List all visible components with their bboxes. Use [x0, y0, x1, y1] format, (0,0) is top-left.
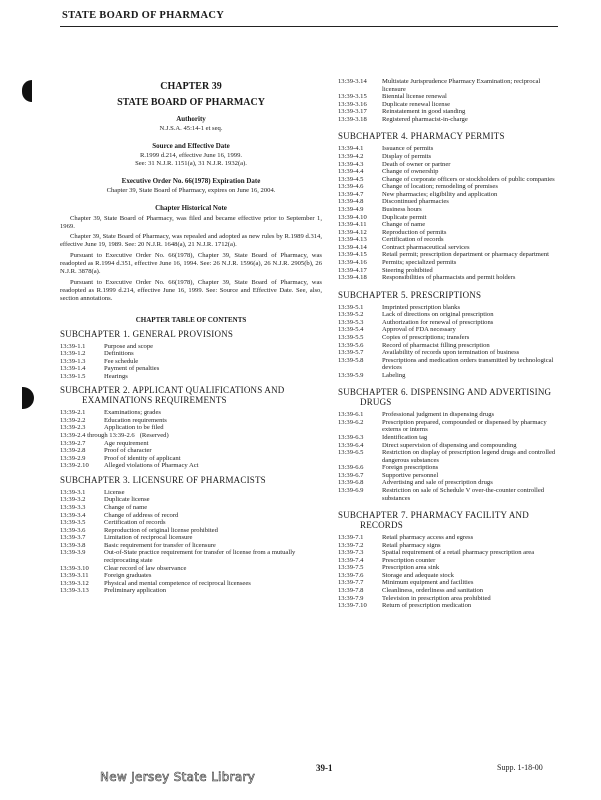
section-title: Out-of-State practice requirement for transfer of license from a mutually reciprocating state	[104, 549, 296, 564]
toc-entry	[60, 534, 322, 542]
history-paragraph: Chapter 39, State Board of Pharmacy, was repealed and adopted as new rules by R.1989 d.314, effective June 19, 1989. See: 20 N.J.R. 1648(a), 21 N.J.R. 1712(a).	[60, 233, 322, 249]
section-title: Copies of prescriptions; transfers	[382, 333, 470, 341]
section-number: 13:39-3.8	[60, 541, 86, 549]
section-title: Foreign prescriptions	[382, 464, 439, 472]
section-title: Supportive personnel	[382, 471, 439, 479]
toc-entry	[60, 365, 322, 373]
toc-entry	[338, 198, 560, 206]
section-number: 13:39-3.1	[60, 488, 86, 496]
toc-entry	[338, 153, 560, 161]
toc-entry	[338, 349, 560, 357]
section-title: Examinations; grades	[104, 409, 161, 417]
section-number: 13:39-4.15	[338, 251, 367, 259]
section-title: Application to be filed	[104, 424, 164, 432]
toc-entry	[60, 565, 322, 573]
toc-entry	[60, 496, 322, 504]
toc-entry	[338, 221, 560, 229]
section-title: Reproduction of permits	[382, 228, 447, 236]
toc-entry	[338, 334, 560, 342]
toc-entry	[338, 602, 560, 610]
toc-entry	[60, 572, 322, 580]
section-number: 13:39-3.10	[60, 564, 89, 572]
toc-entry	[338, 319, 560, 327]
section-title: Return of prescription medication	[382, 602, 472, 610]
section-number: 13:39-3.18	[338, 115, 367, 123]
section-title: Change of location; remodeling of premises	[382, 183, 498, 191]
toc-entry	[338, 267, 560, 275]
toc-entry	[338, 534, 560, 542]
section-title: Availability of records upon termination of business	[382, 349, 520, 357]
subchapter-7-list	[338, 534, 560, 610]
section-title: Retail pharmacy access and egress	[382, 533, 474, 541]
section-number: 13:39-2.3	[60, 424, 86, 432]
section-title: Clear record of law observance	[104, 564, 187, 572]
section-title: Identification tag	[382, 433, 428, 441]
section-title: Biennial license renewal	[382, 93, 447, 101]
section-title: (Reserved)	[139, 431, 169, 439]
section-title: Lack of directions on original prescription	[382, 311, 494, 319]
section-number: 13:39-5.5	[338, 333, 364, 341]
section-number: 13:39-4.12	[338, 228, 367, 236]
section-number: 13:39-3.6	[60, 526, 86, 534]
section-number: 13:39-2.9	[60, 454, 86, 462]
section-title: Authorization for renewal of prescriptions	[382, 318, 494, 326]
toc-entry	[338, 564, 560, 572]
library-stamp: New Jersey State Library	[100, 770, 256, 784]
section-title: Steering prohibited	[382, 266, 433, 274]
section-number: 13:39-3.3	[60, 503, 86, 511]
section-number: 13:39-4.18	[338, 274, 367, 282]
section-number: 13:39-5.6	[338, 341, 364, 349]
section-title: Retail permit; prescription department or pharmacy department	[382, 251, 549, 259]
toc-entry	[60, 489, 322, 497]
section-title: Restriction on display of prescription legend drugs and controlled dangerous substances	[382, 449, 556, 464]
section-title: Prescription area sink	[382, 564, 440, 572]
toc-entry	[60, 504, 322, 512]
punch-hole-middle	[22, 387, 34, 409]
authority-text: N.J.S.A. 45:14-1 et seq.	[159, 125, 223, 132]
section-title: Multistate Jurisprudence Pharmacy Examination; reciprocal licensure	[382, 78, 541, 93]
subchapter-3-list	[60, 489, 322, 595]
toc-entry	[338, 191, 560, 199]
section-title: Labeling	[382, 371, 406, 379]
toc-entry	[60, 542, 322, 550]
toc-entry	[338, 251, 560, 259]
section-title: Duplicate license	[104, 496, 150, 504]
section-number: 13:39-4.5	[338, 175, 364, 183]
toc-entry	[338, 183, 560, 191]
toc-entry	[60, 343, 322, 351]
toc-entry	[60, 440, 322, 448]
section-number: 13:39-3.15	[338, 93, 367, 101]
section-title: Record of pharmacist filling prescription	[382, 341, 490, 349]
section-number: 13:39-4.7	[338, 190, 364, 198]
toc-heading: CHAPTER TABLE OF CONTENTS	[135, 315, 247, 324]
section-number: 13:39-1.1	[60, 342, 86, 350]
toc-entry	[338, 145, 560, 153]
toc-entry	[338, 342, 560, 350]
source-line-1: R.1999 d.214, effective June 16, 1999.	[139, 151, 243, 159]
toc-entry	[338, 101, 560, 109]
right-column	[338, 78, 560, 610]
section-number: 13:39-5.3	[338, 318, 364, 326]
section-number: 13:39-6.5	[338, 449, 364, 457]
section-number: 13:39-4.9	[338, 205, 364, 213]
running-header: STATE BOARD OF PHARMACY	[62, 10, 225, 21]
toc-entry	[338, 357, 560, 372]
subchapter-2-heading	[60, 386, 322, 406]
subchapter-7-heading	[338, 511, 560, 531]
source-line-2: See: 31 N.J.R. 1151(a), 31 N.J.R. 1932(a).	[135, 159, 247, 167]
section-title: Discontinued pharmacies	[382, 198, 449, 206]
toc-entry	[338, 587, 560, 595]
section-title: Imprinted prescription blanks	[382, 303, 461, 311]
section-number: 13:39-5.2	[338, 311, 364, 319]
section-number: 13:39-1.4	[60, 365, 86, 373]
section-title: Storage and adequate stock	[382, 571, 454, 579]
section-title: Retail pharmacy signs	[382, 541, 441, 549]
section-title: Professional judgment in dispensing drugs	[382, 411, 495, 419]
section-title: Change of name	[104, 503, 148, 511]
section-number: 13:39-4.16	[338, 259, 367, 267]
toc-entry	[338, 579, 560, 587]
supplement-date: Supp. 1-18-00	[497, 763, 543, 772]
toc-entry	[338, 93, 560, 101]
section-title: Certification of records	[104, 519, 166, 527]
section-number: 13:39-3.9	[60, 549, 86, 557]
section-number: 13:39-4.8	[338, 198, 364, 206]
section-title: Definitions	[104, 350, 134, 358]
toc-entry	[60, 512, 322, 520]
section-number: 13:39-2.4 through 13:39-2.6	[60, 431, 135, 439]
toc-entry	[338, 595, 560, 603]
subchapter-4-heading: SUBCHAPTER 4. PHARMACY PERMITS	[338, 131, 505, 142]
subchapter-1-heading: SUBCHAPTER 1. GENERAL PROVISIONS	[60, 328, 234, 339]
section-number: 13:39-6.2	[338, 418, 364, 426]
section-title: Change of address of record	[104, 511, 179, 519]
section-number: 13:39-3.17	[338, 108, 367, 116]
section-number: 13:39-2.2	[60, 416, 86, 424]
section-number: 13:39-5.8	[338, 356, 364, 364]
section-number: 13:39-3.4	[60, 511, 86, 519]
section-title: New pharmacies; eligibility and application	[382, 190, 498, 198]
exec-order-heading: Executive Order No. 66(1978) Expiration Date	[121, 176, 261, 185]
section-title: Proof of character	[104, 447, 152, 455]
toc-entry	[338, 206, 560, 214]
section-number: 13:39-7.8	[338, 586, 364, 594]
section-title: Advertising and sale of prescription drugs	[382, 479, 493, 487]
section-title: License	[104, 488, 125, 496]
toc-entry	[60, 432, 322, 440]
section-title: Registered pharmacist-in-charge	[382, 115, 468, 123]
toc-entry	[338, 472, 560, 480]
subchapter-7-heading-line-1: SUBCHAPTER 7. PHARMACY FACILITY AND	[338, 510, 529, 521]
section-number: 13:39-4.3	[338, 160, 364, 168]
section-number: 13:39-4.4	[338, 168, 364, 176]
section-title: Fee schedule	[104, 357, 139, 365]
toc-entry	[60, 350, 322, 358]
toc-entry	[60, 358, 322, 366]
section-title: Change of name	[382, 221, 426, 229]
toc-entry	[338, 274, 560, 282]
subchapter-6-heading-line-1: SUBCHAPTER 6. DISPENSING AND ADVERTISING	[338, 387, 552, 398]
section-title: Direct supervision of dispensing and compounding	[382, 441, 517, 449]
section-number: 13:39-7.2	[338, 541, 364, 549]
section-number: 13:39-6.3	[338, 433, 364, 441]
section-number: 13:39-5.4	[338, 326, 364, 334]
section-title: Duplicate renewal license	[382, 100, 451, 108]
section-title: Age requirement	[104, 439, 149, 447]
punch-hole-top	[22, 80, 32, 102]
section-title: Limitation of reciprocal licensure	[104, 534, 193, 542]
section-title: Basic requirement for transfer of licensure	[104, 541, 216, 549]
subchapter-2-list	[60, 409, 322, 470]
toc-entry	[338, 549, 560, 557]
historical-note-heading: Chapter Historical Note	[155, 203, 227, 212]
section-number: 13:39-5.7	[338, 349, 364, 357]
section-number: 13:39-4.13	[338, 236, 367, 244]
toc-entry	[338, 572, 560, 580]
section-title: Hearings	[104, 372, 128, 380]
section-title: Prescription prepared, compounded or dispensed by pharmacy externs or interns	[382, 418, 547, 434]
toc-entry	[338, 411, 560, 419]
toc-entry	[338, 326, 560, 334]
toc-entry	[338, 78, 560, 93]
toc-entry	[338, 464, 560, 472]
toc-entry	[60, 417, 322, 425]
toc-entry	[338, 161, 560, 169]
section-number: 13:39-3.5	[60, 519, 86, 527]
section-title: Cleanliness, orderliness and sanitation	[382, 586, 484, 594]
board-title: STATE BOARD OF PHARMACY	[117, 97, 265, 108]
section-number: 13:39-4.2	[338, 152, 364, 160]
toc-entry	[338, 434, 560, 442]
section-number: 13:39-7.10	[338, 602, 367, 610]
section-title: Proof of identity of applicant	[104, 454, 181, 462]
section-number: 13:39-7.5	[338, 564, 364, 572]
section-title: Restriction on sale of Schedule V over-the-counter controlled substances	[382, 487, 545, 502]
subchapter-6-list	[338, 411, 560, 502]
section-title: Change of corporate officers or stockholders of public companies	[382, 175, 555, 183]
section-title: Television in prescription area prohibited	[382, 594, 491, 602]
section-number: 13:39-7.7	[338, 579, 364, 587]
toc-entry	[338, 479, 560, 487]
left-column	[60, 76, 322, 595]
section-title: Certification of records	[382, 236, 444, 244]
subchapter-6-heading-line-2: DRUGS	[360, 397, 392, 408]
subchapter-5-list	[338, 304, 560, 380]
toc-entry	[338, 229, 560, 237]
toc-entry	[60, 455, 322, 463]
section-title: Change of ownership	[382, 168, 439, 176]
toc-entry	[60, 587, 322, 595]
section-title: Minimum equipment and facilities	[382, 579, 474, 587]
section-number: 13:39-6.7	[338, 471, 364, 479]
section-title: Education requirements	[104, 416, 167, 424]
toc-entry	[60, 580, 322, 588]
section-title: Display of permits	[382, 152, 432, 160]
section-title: Foreign graduates	[104, 572, 152, 580]
toc-entry	[60, 462, 322, 470]
subchapter-7-heading-line-2: RECORDS	[360, 520, 403, 531]
section-number: 13:39-6.1	[338, 411, 364, 419]
subchapter-5-heading: SUBCHAPTER 5. PRESCRIPTIONS	[338, 289, 482, 300]
section-title: Prescription counter	[382, 556, 436, 564]
section-number: 13:39-7.9	[338, 594, 364, 602]
section-title: Spatial requirement of a retail pharmacy prescription area	[382, 549, 535, 557]
section-number: 13:39-6.6	[338, 464, 364, 472]
toc-entry	[338, 372, 560, 380]
toc-entry	[60, 549, 322, 564]
section-title: Duplicate permit	[382, 213, 427, 221]
section-number: 13:39-5.9	[338, 371, 364, 379]
section-number: 13:39-3.14	[338, 78, 367, 85]
section-title: Prescriptions and medication orders transmitted by technological devices	[382, 356, 554, 372]
toc-entry	[338, 176, 560, 184]
section-number: 13:39-4.14	[338, 243, 367, 251]
section-title: Business hours	[382, 205, 422, 213]
subchapter-3-continued-list	[338, 78, 560, 123]
section-number: 13:39-2.7	[60, 439, 86, 447]
section-number: 13:39-7.6	[338, 571, 364, 579]
toc-entry	[60, 373, 322, 381]
section-title: Payment of penalties	[104, 365, 160, 373]
section-title: Purpose and scope	[104, 342, 154, 350]
section-title: Reproduction of original license prohibited	[104, 526, 218, 534]
section-title: Physical and mental competence of reciprocal licensees	[104, 579, 251, 587]
subchapter-2-heading-line-1: SUBCHAPTER 2. APPLICANT QUALIFICATIONS AND	[60, 385, 285, 396]
subchapter-2-heading-line-2: EXAMINATIONS REQUIREMENTS	[82, 395, 227, 406]
toc-entry	[338, 116, 560, 124]
subchapter-6-heading	[338, 388, 560, 408]
section-number: 13:39-1.5	[60, 372, 86, 380]
section-number: 13:39-6.4	[338, 441, 364, 449]
section-title: Issuance of permits	[382, 145, 434, 153]
toc-entry	[338, 304, 560, 312]
subchapter-4-list	[338, 145, 560, 281]
section-number: 13:39-4.1	[338, 145, 364, 153]
toc-entry	[338, 168, 560, 176]
chapter-title: CHAPTER 39	[160, 81, 222, 92]
section-number: 13:39-3.13	[60, 587, 89, 595]
section-title: Contract pharmaceutical services	[382, 243, 470, 251]
section-title: Death of owner or partner	[382, 160, 451, 168]
section-number: 13:39-7.3	[338, 549, 364, 557]
toc-entry	[338, 557, 560, 565]
history-paragraph: Pursuant to Executive Order No. 66(1978), Chapter 39, State Board of Pharmacy, was readopted as R.1994 d.351, effective June 16, 1994. See: 26 N.J.R. 1596(a), 26 N.J.R. 2905(b), 26 N.J.R. 3878(a).	[60, 252, 322, 276]
section-number: 13:39-3.7	[60, 534, 86, 542]
toc-entry	[338, 259, 560, 267]
section-number: 13:39-4.11	[338, 221, 367, 229]
section-number: 13:39-7.1	[338, 533, 364, 541]
section-number: 13:39-3.2	[60, 496, 86, 504]
section-number: 13:39-4.10	[338, 213, 367, 221]
section-number: 13:39-1.2	[60, 350, 86, 358]
toc-entry	[338, 214, 560, 222]
toc-entry	[338, 311, 560, 319]
source-heading: Source and Effective Date	[152, 141, 230, 150]
section-number: 13:39-2.1	[60, 409, 86, 417]
section-number: 13:39-4.17	[338, 266, 367, 274]
section-number: 13:39-3.16	[338, 100, 367, 108]
toc-entry	[60, 424, 322, 432]
section-title: Reinstatement in good standing	[382, 108, 466, 116]
subchapter-1-list	[60, 343, 322, 381]
subchapter-3-heading: SUBCHAPTER 3. LICENSURE OF PHARMACISTS	[60, 474, 266, 485]
toc-entry	[338, 108, 560, 116]
toc-entry	[338, 449, 560, 464]
toc-entry	[60, 409, 322, 417]
page-number: 39-1	[316, 763, 333, 773]
section-number: 13:39-7.4	[338, 556, 364, 564]
section-title: Permits; specialized permits	[382, 259, 457, 267]
toc-entry	[338, 419, 560, 434]
header-rule	[60, 26, 558, 27]
toc-entry	[60, 447, 322, 455]
toc-entry	[60, 519, 322, 527]
section-number: 13:39-4.6	[338, 183, 364, 191]
exec-order-text: Chapter 39, State Board of Pharmacy, expires on June 16, 2004.	[106, 186, 276, 194]
history-paragraph: Pursuant to Executive Order No. 66(1978), Chapter 39, State Board of Pharmacy, was readopted as R.1999 d.214, effective June 16, 1999. See: Source and Effective Date. See, also, section annotations.	[60, 278, 322, 302]
authority-heading: Authority	[176, 115, 206, 123]
toc-entry	[338, 244, 560, 252]
section-number: 13:39-1.3	[60, 357, 86, 365]
toc-entry	[338, 236, 560, 244]
section-number: 13:39-3.11	[60, 572, 89, 580]
section-title: Alleged violations of Pharmacy Act	[104, 462, 199, 470]
section-title: Preliminary application	[104, 587, 167, 595]
section-number: 13:39-2.8	[60, 447, 86, 455]
history-paragraph: Chapter 39, State Board of Pharmacy, was filed and became effective prior to September 1, 1969.	[60, 214, 322, 230]
toc-entry	[338, 542, 560, 550]
section-number: 13:39-2.10	[60, 462, 89, 470]
toc-entry	[338, 442, 560, 450]
section-number: 13:39-6.9	[338, 487, 364, 494]
section-title: Approval of FDA necessary	[382, 326, 456, 334]
section-number: 13:39-6.8	[338, 479, 364, 487]
section-number: 13:39-5.1	[338, 303, 364, 311]
toc-entry	[338, 487, 560, 502]
toc-entry	[60, 527, 322, 535]
section-number: 13:39-3.12	[60, 579, 89, 587]
section-title: Responsibilities of pharmacists and permit holders	[382, 274, 516, 282]
